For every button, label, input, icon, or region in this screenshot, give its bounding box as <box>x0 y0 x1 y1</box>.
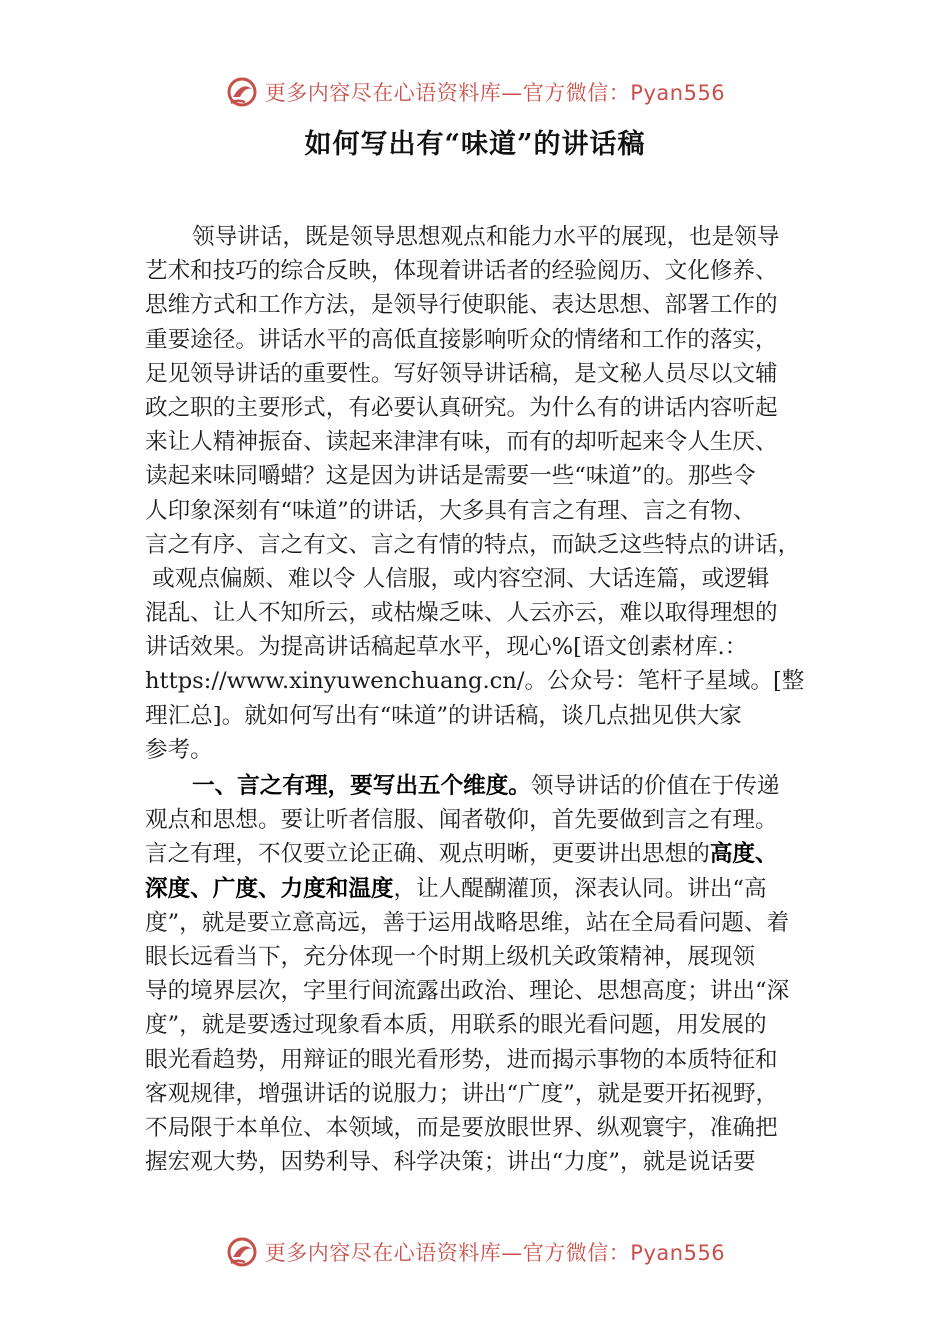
text-line: 言之有序、言之有文、言之有情的特点，而缺乏这些特点的讲话， <box>145 531 801 558</box>
paragraph-section-1 <box>145 769 825 1179</box>
bold-text: 高度、 <box>709 841 778 868</box>
text-line: 客观规律，增强讲话的说服力；讲出“广度”，就是要开拓视野， <box>145 1080 779 1107</box>
text-line: 握宏观大势，因势利导、科学决策；讲出“力度”，就是说话要 <box>145 1149 756 1176</box>
document-body <box>145 220 825 1179</box>
section-heading-line <box>145 769 825 803</box>
text-span: 领导讲话的价值在于传递 <box>530 773 780 799</box>
text-line: 观点和思想。要让听者信服、闻者敬仰，首先要做到言之有理。 <box>145 807 778 834</box>
footer-banner-text: 更多内容尽在心语资料库—官方微信：Pyan556 <box>264 1241 726 1265</box>
text-line: 眼长远看当下，充分体现一个时期上级机关政策精神，展现领 <box>145 943 756 970</box>
text-line: 人印象深刻有“味道”的讲话，大多具有言之有理、言之有物、 <box>145 497 756 524</box>
text-line: 不局限于本单位、本领域，而是要放眼世界、纵观寰宇，准确把 <box>145 1114 778 1141</box>
text-line: 或观点偏颇、难以令 人信服，或内容空洞、大话连篇，或逻辑 <box>145 565 770 592</box>
text-line: 足见领导讲话的重要性。写好领导讲话稿，是文秘人员尽以文辅 <box>145 360 778 387</box>
swirl-logo-icon <box>225 1235 259 1269</box>
text-line: 导的境界层次，字里行间流露出政治、理论、思想高度；讲出“深 <box>145 978 790 1005</box>
text-line: 度”，就是要立意高远，善于运用战略思维，站在全局看问题、着 <box>145 909 790 936</box>
text-line: 艺术和技巧的综合反映，体现着讲话者的经验阅历、文化修养、 <box>145 258 778 285</box>
paragraph-intro <box>145 220 825 767</box>
text-line: 混乱、让人不知所云，或枯燥乏味、人云亦云，难以取得理想的 <box>145 600 778 627</box>
text-line: 讲话效果。为提高讲话稿起草水平，现心%[语文创素材库.： <box>145 634 748 661</box>
text-line: 领导讲话，既是领导思想观点和能力水平的展现，也是领导 <box>192 224 780 250</box>
text-line <box>145 872 825 906</box>
text-line: 政之职的主要形式，有必要认真研究。为什么有的讲话内容听起 <box>145 394 778 421</box>
text-line: 理汇总]。就如何写出有“味道”的讲话稿，谈几点拙见供大家 <box>145 702 742 729</box>
text-line: https://www.xinyuwenchuang.cn/。公众号：笔杆子星域。[整 <box>145 668 805 695</box>
text-line: 思维方式和工作方法，是领导行使职能、表达思想、部署工作的 <box>145 292 778 319</box>
text-line <box>145 837 825 871</box>
document-title: 如何写出有“味道”的讲话稿 <box>304 129 646 160</box>
header-banner-text: 更多内容尽在心语资料库—官方微信：Pyan556 <box>264 81 726 105</box>
text-span: 言之有理，不仅要立论正确、观点明晰，更要讲出思想的 <box>145 841 710 868</box>
bold-text: 深度、广度、力度和温度 <box>145 875 394 902</box>
text-line: 眼光看趋势，用辩证的眼光看形势，进而揭示事物的本质特征和 <box>145 1046 778 1073</box>
text-line: 度”，就是要透过现象看本质，用联系的眼光看问题，用发展的 <box>145 1012 767 1039</box>
section-heading: 一、言之有理，要写出五个维度。 <box>192 773 531 799</box>
text-line: 重要途径。讲话水平的高低直接影响听众的情绪和工作的落实， <box>145 326 778 353</box>
text-line: 来让人精神振奋、读起来津津有味，而有的却听起来令人生厌、 <box>145 429 778 456</box>
text-span: ，让人醍醐灌顶，深表认同。讲出“高 <box>393 875 767 902</box>
header-banner <box>0 72 950 112</box>
text-line: 参考。 <box>145 736 213 763</box>
footer-banner <box>0 1232 950 1272</box>
swirl-logo-icon <box>225 75 259 109</box>
text-line: 读起来味同嚼蜡？这是因为讲话是需要一些“味道”的。那些令 <box>145 463 756 490</box>
